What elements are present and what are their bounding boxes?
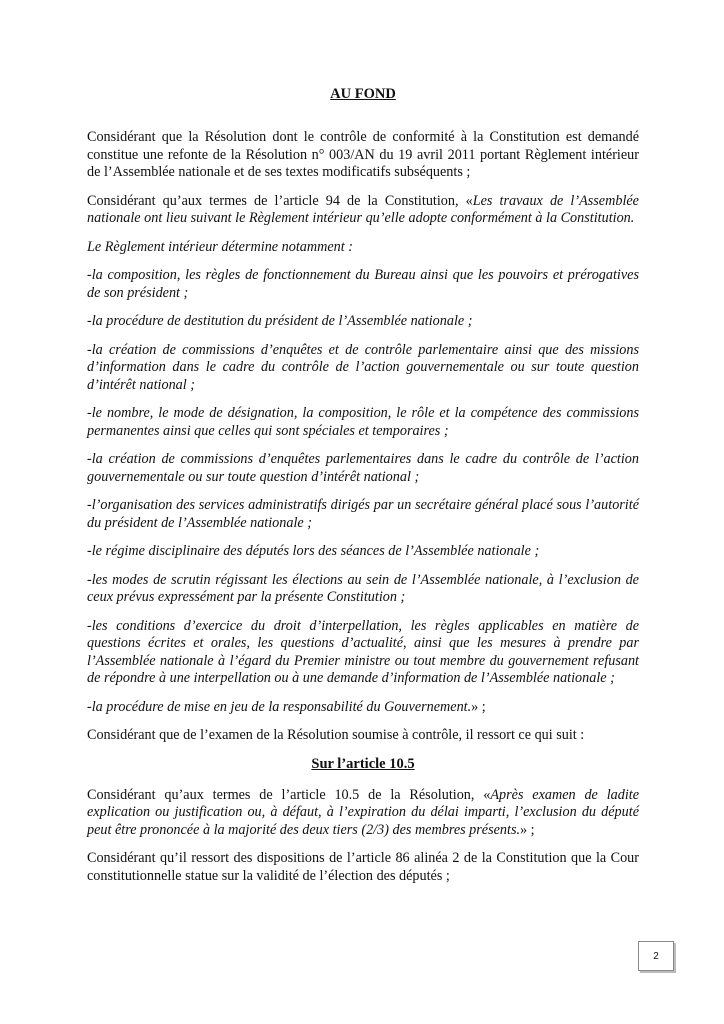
quoted-list-item: -la procédure de destitution du président de l’Assemblée nationale ; [87, 313, 473, 329]
quoted-list-item: -le nombre, le mode de désignation, la composition, le rôle et la compétence des commissions permanentes ainsi que celles qui sont spéciales et temporaires ; [87, 405, 639, 439]
paragraph [87, 787, 639, 840]
quoted-list-item: -la composition, les règles de fonctionnement du Bureau ainsi que les pouvoirs et prérogatives de son président ; [87, 267, 639, 301]
quoted-text: Après examen de ladite explication ou justification ou, à défaut, à l’expiration du délai imparti, l’exclusion du député peut être prononcée à la majorité des deux tiers (2/3) des membres présents. [87, 786, 640, 838]
paragraph: Considérant qu’il ressort des dispositions de l’article 86 alinéa 2 de la Constitution que la Cour constitutionnelle statue sur la validité de l’élection des députés ; [87, 850, 639, 884]
document-body [87, 86, 639, 896]
page-number: 2 [638, 941, 674, 971]
paragraph: Considérant que la Résolution dont le contrôle de conformité à la Constitution est demandé constitue une refonte de la Résolution n° 003/AN du 19 avril 2011 portant Règlement intérieur de l’Assemblée nationale et de ses textes modificatifs subséquents ; [87, 129, 639, 180]
quoted-list-item: -l’organisation des services administratifs dirigés par un secrétaire général placé sous l’autorité du président de l’Assemblée nationale ; [87, 497, 639, 531]
quote-end: » ; [471, 698, 486, 715]
paragraph: Considérant que de l’examen de la Résolution soumise à contrôle, il ressort ce qui suit : [87, 727, 585, 743]
quoted-list-item: -la création de commissions d’enquêtes et de contrôle parlementaire ainsi que des missions d’information dans le cadre du contrôle de l’action gouvernementale ou sur toute question d’intérêt national ; [87, 341, 639, 393]
quoted-text: Les travaux de l’Assemblée nationale ont lieu suivant le Règlement intérieur qu’elle adopte conformément à la Constitution. [87, 192, 639, 226]
quoted-list-item: -le régime disciplinaire des députés lors des séances de l’Assemblée nationale ; [87, 543, 540, 559]
quote-end: » ; [520, 821, 535, 838]
quoted-list-item: -les modes de scrutin régissant les élections au sein de l’Assemblée nationale, à l’exclusion de ceux prévus expressément par la présente Constitution ; [87, 571, 639, 605]
section-heading: AU FOND [330, 86, 396, 102]
article-subheading: Sur l’article 10.5 [311, 755, 415, 772]
paragraph [87, 193, 639, 228]
quoted-list-item [87, 699, 639, 717]
paragraph-intro: Considérant qu’aux termes de l’article 94 de la Constitution, « [87, 192, 473, 209]
quoted-text: -la procédure de mise en jeu de la responsabilité du Gouvernement. [87, 698, 472, 715]
quoted-list-item: -les conditions d’exercice du droit d’interpellation, les règles applicables en matière de questions écrites et orales, les questions d’actualité, ainsi que les mesures à prendre par l’Assemblée nationale à l’égard du Premier ministre ou tout membre du gouvernement refusant de répondre à une interpellation ou à une demande d’information de l’Assemblée nationale ; [87, 617, 639, 686]
quoted-paragraph: Le Règlement intérieur détermine notamment : [87, 238, 353, 255]
quoted-list-item: -la création de commissions d’enquêtes parlementaires dans le cadre du contrôle de l’action gouvernementale ou sur toute question d’intérêt national ; [87, 451, 639, 485]
paragraph-intro: Considérant qu’aux termes de l’article 10.5 de la Résolution, « [87, 786, 491, 803]
